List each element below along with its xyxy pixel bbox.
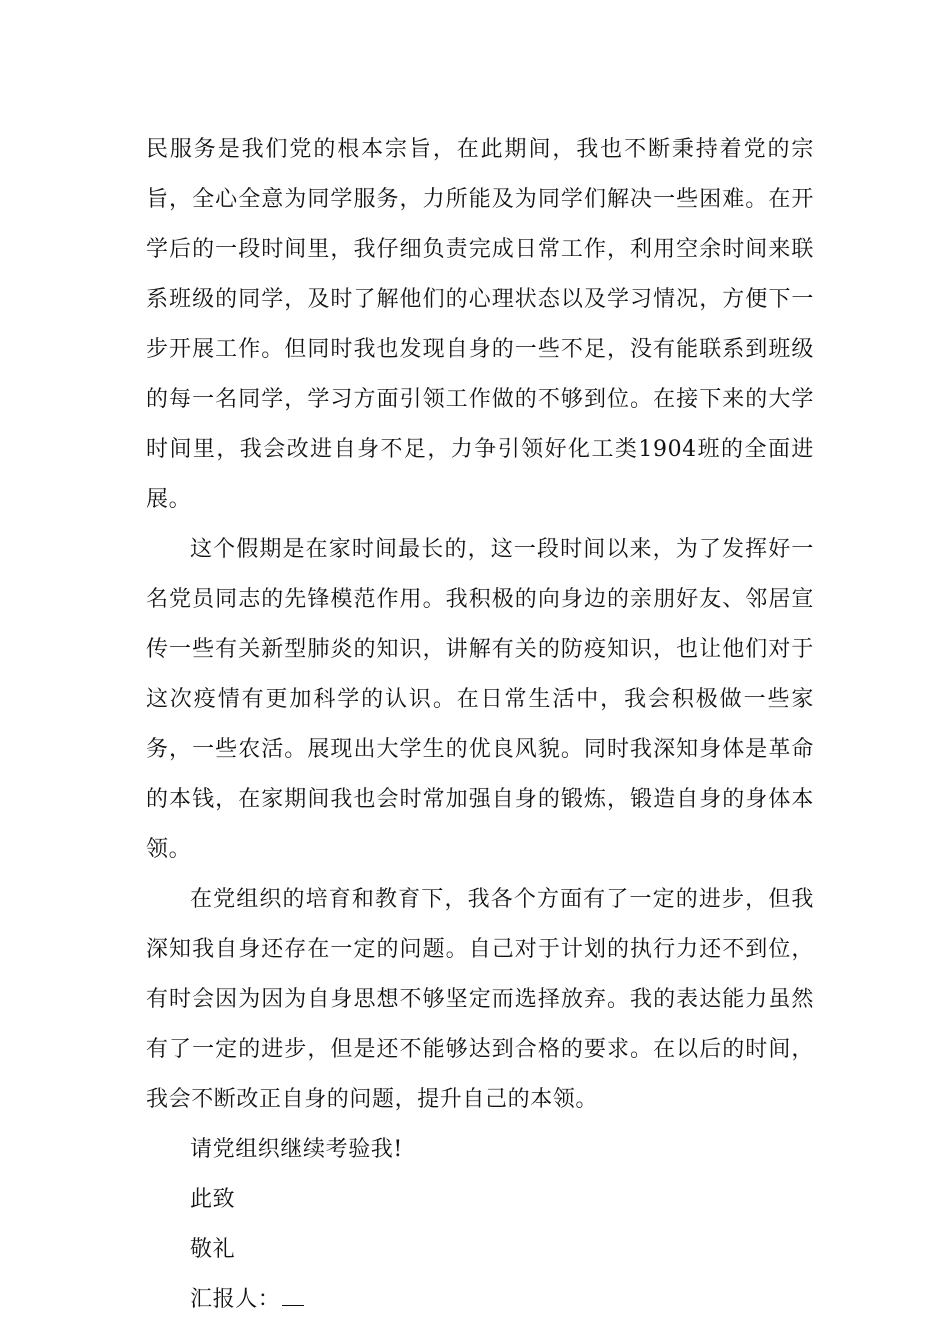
salutation-line-1: 此致 [190,1187,236,1212]
salutation-line-2: 敬礼 [190,1237,236,1262]
paragraph-self-reflection: 在党组织的培育和教育下，我各个方面有了一定的进步，但我深知我自身还存在一定的问题。自己对于计划的执行力还不到位，有时会因为因为自身思想不够坚定而选择放弃。我的表达能力虽然有了一定的进步，但是还不能够达到合格的要求。在以后的时间，我会不断改正自身的问题，提升自己的本领。 [146,887,814,1112]
reporter-label: 汇报人： [190,1287,281,1312]
paragraph-vacation: 这个假期是在家时间最长的，这一段时间以来，为了发挥好一名党员同志的先锋模范作用。我积极的向身边的亲朋好友、邻居宣传一些有关新型肺炎的知识，讲解有关的防疫知识，也让他们对于这次疫情有更加科学的认识。在日常生活中，我会积极做一些家务，一些农活。展现出大学生的优良风貌。同时我深知身体是革命的本钱，在家期间我也会时常加强自身的锻炼，锻造自身的身体本领。 [146,537,814,862]
closing-request: 请党组织继续考验我! [190,1137,403,1162]
reporter-line [146,1275,814,1325]
reporter-blank [282,1287,304,1306]
paragraph-continued: 民服务是我们党的根本宗旨，在此期间，我也不断秉持着党的宗旨，全心全意为同学服务，力所能及为同学们解决一些困难。在开学后的一段时间里，我仔细负责完成日常工作，利用空余时间来联系班级的同学，及时了解他们的心理状态以及学习情况，方便下一步开展工作。但同时我也发现自身的一些不足，没有能联系到班级的每一名同学，学习方面引领工作做的不够到位。在接下来的大学时间里，我会改进自身不足，力争引领好化工类1904班的全面进展。 [146,137,814,512]
document-body [146,125,814,1325]
